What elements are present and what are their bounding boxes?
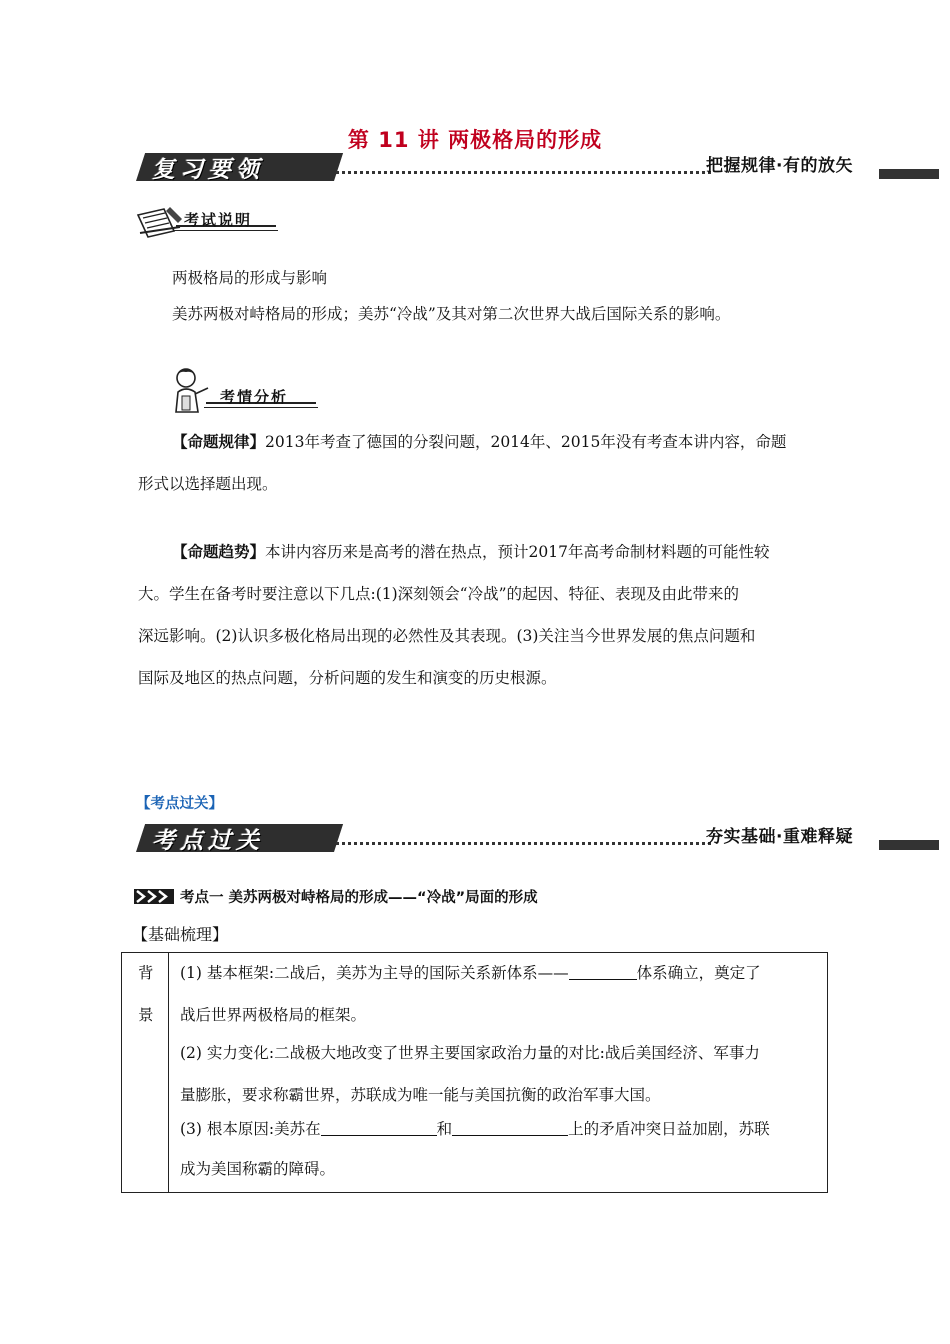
points-tag: 【考点过关】 bbox=[136, 796, 223, 812]
fill-blank[interactable] bbox=[321, 1121, 437, 1136]
table-row2-line2: 量膨胀，要求称霸世界，苏联成为唯一能与美国抗衡的政治军事大国。 bbox=[180, 1086, 661, 1104]
trend-line2: 大。学生在备考时要注意以下几点:(1)深刻领会“冷战”的起因、特征、表现及由此带来的 bbox=[138, 585, 740, 603]
fill-blank[interactable] bbox=[452, 1121, 568, 1136]
exam-desc-line1: 两极格局的形成与影响 bbox=[172, 269, 328, 287]
table-row1-line2: 战后世界两极格局的框架。 bbox=[180, 1006, 367, 1024]
exam-description-label: 考试说明 bbox=[184, 211, 253, 229]
trend-line1: 【命题趋势】本讲内容历来是高考的潜在热点，预计2017年高考命制材料题的可能性较 bbox=[172, 542, 770, 561]
notebook-pen-icon bbox=[134, 203, 186, 241]
basics-tag: 【基础梳理】 bbox=[132, 925, 229, 944]
page-title: 第 11 讲 两极格局的形成 bbox=[347, 128, 603, 152]
topic-heading bbox=[134, 886, 538, 907]
rule-tag: 【命题规律】 bbox=[172, 432, 266, 451]
banner-left-label: 复习要领 bbox=[152, 157, 264, 183]
banner-left-label: 考点过关 bbox=[152, 828, 264, 854]
table-row1-line1: (1) 基本框架:二战后，美苏为主导的国际关系新体系—— 体系确立，奠定了 bbox=[180, 964, 761, 982]
exam-description-header bbox=[134, 203, 284, 243]
banner-right-label: 夯实基础·重难释疑 bbox=[706, 827, 853, 847]
background-table bbox=[121, 952, 828, 1193]
fill-blank[interactable] bbox=[569, 965, 637, 980]
rule-line1: 【命题规律】2013年考查了德国的分裂问题，2014年、2015年没有考查本讲内容，命题 bbox=[172, 432, 787, 451]
banner-right-label: 把握规律·有的放矢 bbox=[706, 156, 853, 176]
topic-text: 考点一 美苏两极对峙格局的形成——“冷战”局面的形成 bbox=[180, 890, 538, 906]
rule-line2: 形式以选择题出现。 bbox=[138, 475, 278, 493]
exam-analysis-header bbox=[168, 366, 318, 416]
table-row3-line2: 成为美国称霸的障碍。 bbox=[180, 1160, 336, 1178]
trend-line3: 深远影响。(2)认识多极化格局出现的必然性及其表现。(3)关注当今世界发展的焦点问题和 bbox=[138, 627, 756, 645]
section-banner-review bbox=[136, 143, 881, 183]
trend-line4: 国际及地区的热点问题，分析问题的发生和演变的历史根源。 bbox=[138, 669, 557, 687]
table-row2-line1: (2) 实力变化:二战极大地改变了世界主要国家政治力量的对比:战后美国经济、军事力 bbox=[180, 1044, 760, 1062]
triple-chevron-icon bbox=[134, 889, 174, 904]
trend-tag: 【命题趋势】 bbox=[172, 542, 266, 561]
table-head-char2: 景 bbox=[138, 1006, 154, 1024]
table-head-char1: 背 bbox=[138, 964, 154, 982]
exam-desc-line2: 美苏两极对峙格局的形成；美苏“冷战”及其对第二次世界大战后国际关系的影响。 bbox=[172, 305, 731, 323]
section-banner-points bbox=[136, 814, 881, 854]
table-row3-line1: (3) 根本原因:美苏在 和 上的矛盾冲突日益加剧，苏联 bbox=[180, 1120, 770, 1138]
exam-analysis-label: 考情分析 bbox=[220, 388, 289, 406]
